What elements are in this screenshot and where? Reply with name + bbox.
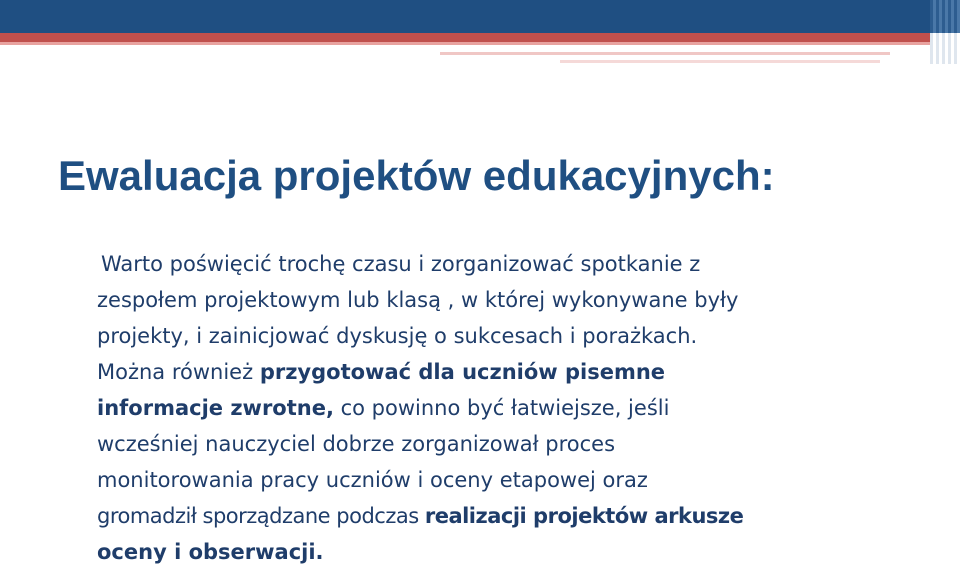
decorative-edge-stripes-dark: [930, 0, 960, 33]
body-text: Można również: [97, 360, 260, 384]
body-line: zespołem projektowym lub klasą , w której wykonywane były: [97, 288, 739, 312]
body-text: co powinno być łatwiejsze, jeśli: [333, 396, 670, 420]
body-line: oceny i obserwacji.: [97, 540, 324, 564]
body-line: monitorowania pracy uczniów i oceny etapowej oraz: [97, 468, 648, 492]
body-line: [97, 498, 917, 534]
body-line: [97, 354, 917, 390]
body-line: [97, 390, 917, 426]
decorative-line: [440, 52, 890, 55]
header-band-pink: [0, 42, 930, 45]
slide-title: Ewaluacja projektów edukacyjnych:: [58, 152, 775, 199]
body-text-bold: przygotować dla uczniów pisemne: [259, 360, 666, 384]
header-band-blue: [0, 0, 960, 33]
slide-body: [97, 246, 917, 570]
body-text-bold: realizacji projektów arkusze: [424, 504, 744, 528]
body-text: gromadził sporządzane podczas: [97, 504, 425, 528]
header-band-red: [0, 33, 930, 42]
decorative-line: [560, 60, 880, 63]
body-line: Warto poświęcić trochę czasu i zorganizować spotkanie z: [101, 252, 701, 276]
body-line: wcześniej nauczyciel dobrze zorganizował proces: [97, 432, 616, 456]
body-line: projekty, i zainicjować dyskusję o sukcesach i porażkach.: [97, 324, 698, 348]
body-text-bold: informacje zwrotne,: [97, 396, 334, 420]
